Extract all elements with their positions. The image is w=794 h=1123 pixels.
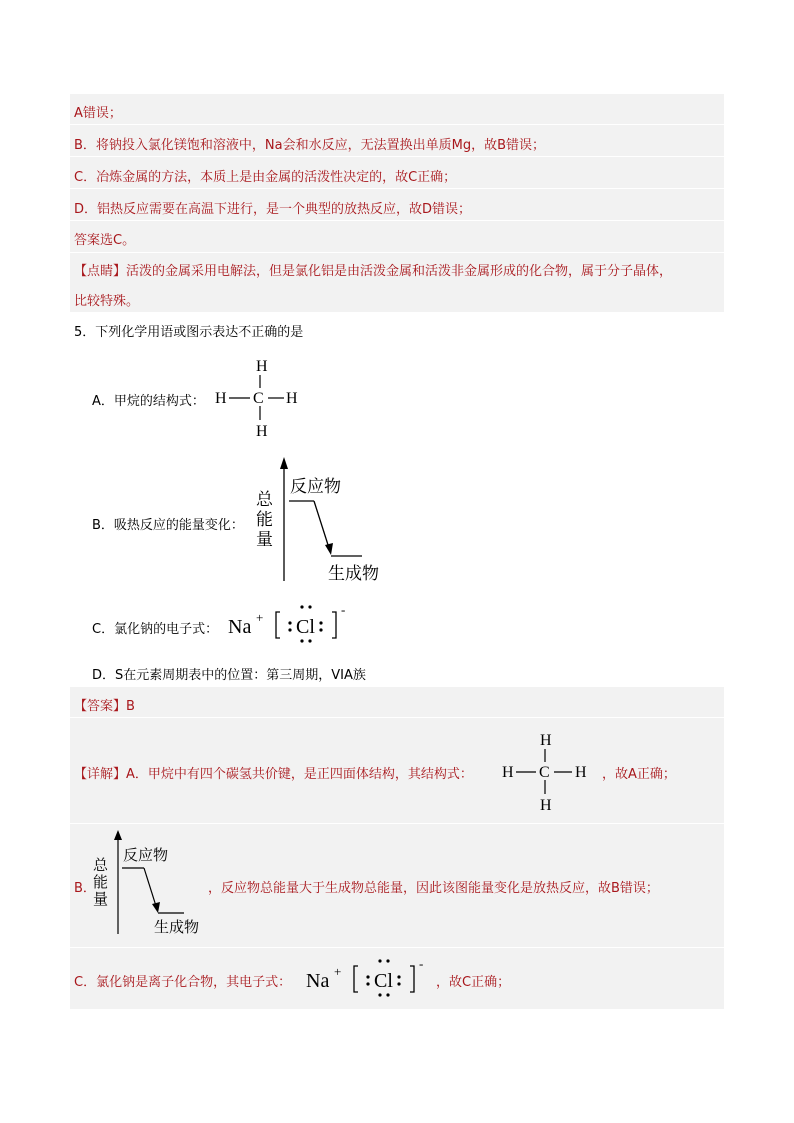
nacl-electron-formula-detail xyxy=(302,954,432,1000)
detail-tag: 【详解】 xyxy=(74,767,127,782)
axis-label-2: 能 xyxy=(256,510,273,530)
option-a-label: A．甲烷的结构式： xyxy=(92,394,205,409)
tip-line-2: 比较特殊。 xyxy=(74,294,140,309)
product-label: 生成物 xyxy=(328,564,379,584)
prev-line-c: C．冶炼金属的方法，本质上是由金属的活泼性决定的，故C正确； xyxy=(74,170,457,185)
separator xyxy=(70,823,724,824)
reaction-path xyxy=(314,501,329,548)
separator xyxy=(70,717,724,718)
nacl-electron-formula-c xyxy=(224,600,354,646)
axis-label-3: 量 xyxy=(93,890,109,908)
cl-symbol: Cl xyxy=(374,970,393,992)
detail-b-label: B． xyxy=(74,881,96,896)
atom-h-left: H xyxy=(215,390,227,407)
detail-b-tail: ，反应物总能量大于生成物总能量，因此该图能量变化是放热反应，故B错误； xyxy=(208,881,659,896)
tip-text-1: 活泼的金属采用电解法，但是氯化铝是由活泼金属和活泼非金属形成的化合物，属于分子晶体， xyxy=(126,264,673,279)
separator xyxy=(70,188,724,189)
prev-line-d: D．铝热反应需要在高温下进行，是一个典型的放热反应，故D错误； xyxy=(74,202,472,217)
reactant-label: 反应物 xyxy=(123,846,169,864)
detail-a-tail: ，故A正确； xyxy=(602,767,676,782)
option-d: D．S在元素周期表中的位置：第三周期，VIA族 xyxy=(92,668,366,683)
atom-h-top: H xyxy=(540,732,552,749)
detail-a-text: A．甲烷中有四个碳氢共价键，是正四面体结构，其结构式： xyxy=(126,767,473,782)
option-c-label: C．氯化钠的电子式： xyxy=(92,622,219,637)
axis-label-1: 总 xyxy=(93,856,109,874)
cl-charge: - xyxy=(341,602,346,617)
na-symbol: Na xyxy=(228,616,252,638)
separator xyxy=(70,252,724,253)
separator xyxy=(70,947,724,948)
energy-diagram-b xyxy=(252,455,398,585)
axis-label-2: 能 xyxy=(93,873,109,891)
answer-tag: 【答案】 xyxy=(74,699,127,714)
axis-arrow-icon xyxy=(114,830,122,840)
atom-h-right: H xyxy=(575,764,587,781)
axis-label-1: 总 xyxy=(256,490,273,510)
detail-a-line xyxy=(74,763,473,782)
methane-structure-detail xyxy=(496,728,596,814)
separator xyxy=(70,220,724,221)
na-charge: + xyxy=(256,610,264,625)
atom-c: C xyxy=(253,390,264,407)
path-arrow-icon xyxy=(152,902,160,913)
reaction-path xyxy=(144,868,156,906)
atom-h-right: H xyxy=(286,390,298,407)
axis-arrow-icon xyxy=(280,457,288,469)
atom-h-top: H xyxy=(256,358,268,375)
separator xyxy=(70,124,724,125)
energy-diagram-detail xyxy=(90,828,210,938)
option-b-label: B．吸热反应的能量变化： xyxy=(92,518,244,533)
left-bracket xyxy=(276,612,280,638)
tip-line-1 xyxy=(74,260,672,279)
prev-answer-line: 答案选C。 xyxy=(74,233,136,248)
right-bracket xyxy=(332,612,336,638)
atom-c: C xyxy=(539,764,550,781)
atom-h-bottom: H xyxy=(540,797,552,814)
detail-c-line: C．氯化钠是离子化合物，其电子式： xyxy=(74,975,292,990)
axis-label-3: 量 xyxy=(256,530,273,550)
na-symbol: Na xyxy=(306,970,330,992)
detail-c-tail: ，故C正确； xyxy=(436,975,511,990)
atom-h-bottom: H xyxy=(256,423,268,440)
separator xyxy=(70,156,724,157)
cl-charge: - xyxy=(419,956,424,971)
na-charge: + xyxy=(334,964,342,979)
atom-h-left: H xyxy=(502,764,514,781)
methane-structure-a xyxy=(210,354,310,440)
question-stem: 5．下列化学用语或图示表达不正确的是 xyxy=(74,325,304,340)
prev-line-b: B．将钠投入氯化镁饱和溶液中，Na会和水反应，无法置换出单质Mg，故B错误； xyxy=(74,138,545,153)
product-label: 生成物 xyxy=(154,918,200,936)
cl-symbol: Cl xyxy=(296,616,315,638)
prev-line-a: A错误； xyxy=(74,106,122,121)
answer-line xyxy=(74,695,135,714)
reactant-label: 反应物 xyxy=(290,477,341,497)
path-arrow-icon xyxy=(325,543,333,555)
tip-tag: 【点睛】 xyxy=(74,264,127,279)
right-bracket xyxy=(410,966,414,992)
left-bracket xyxy=(354,966,358,992)
answer-value: B xyxy=(126,699,135,714)
